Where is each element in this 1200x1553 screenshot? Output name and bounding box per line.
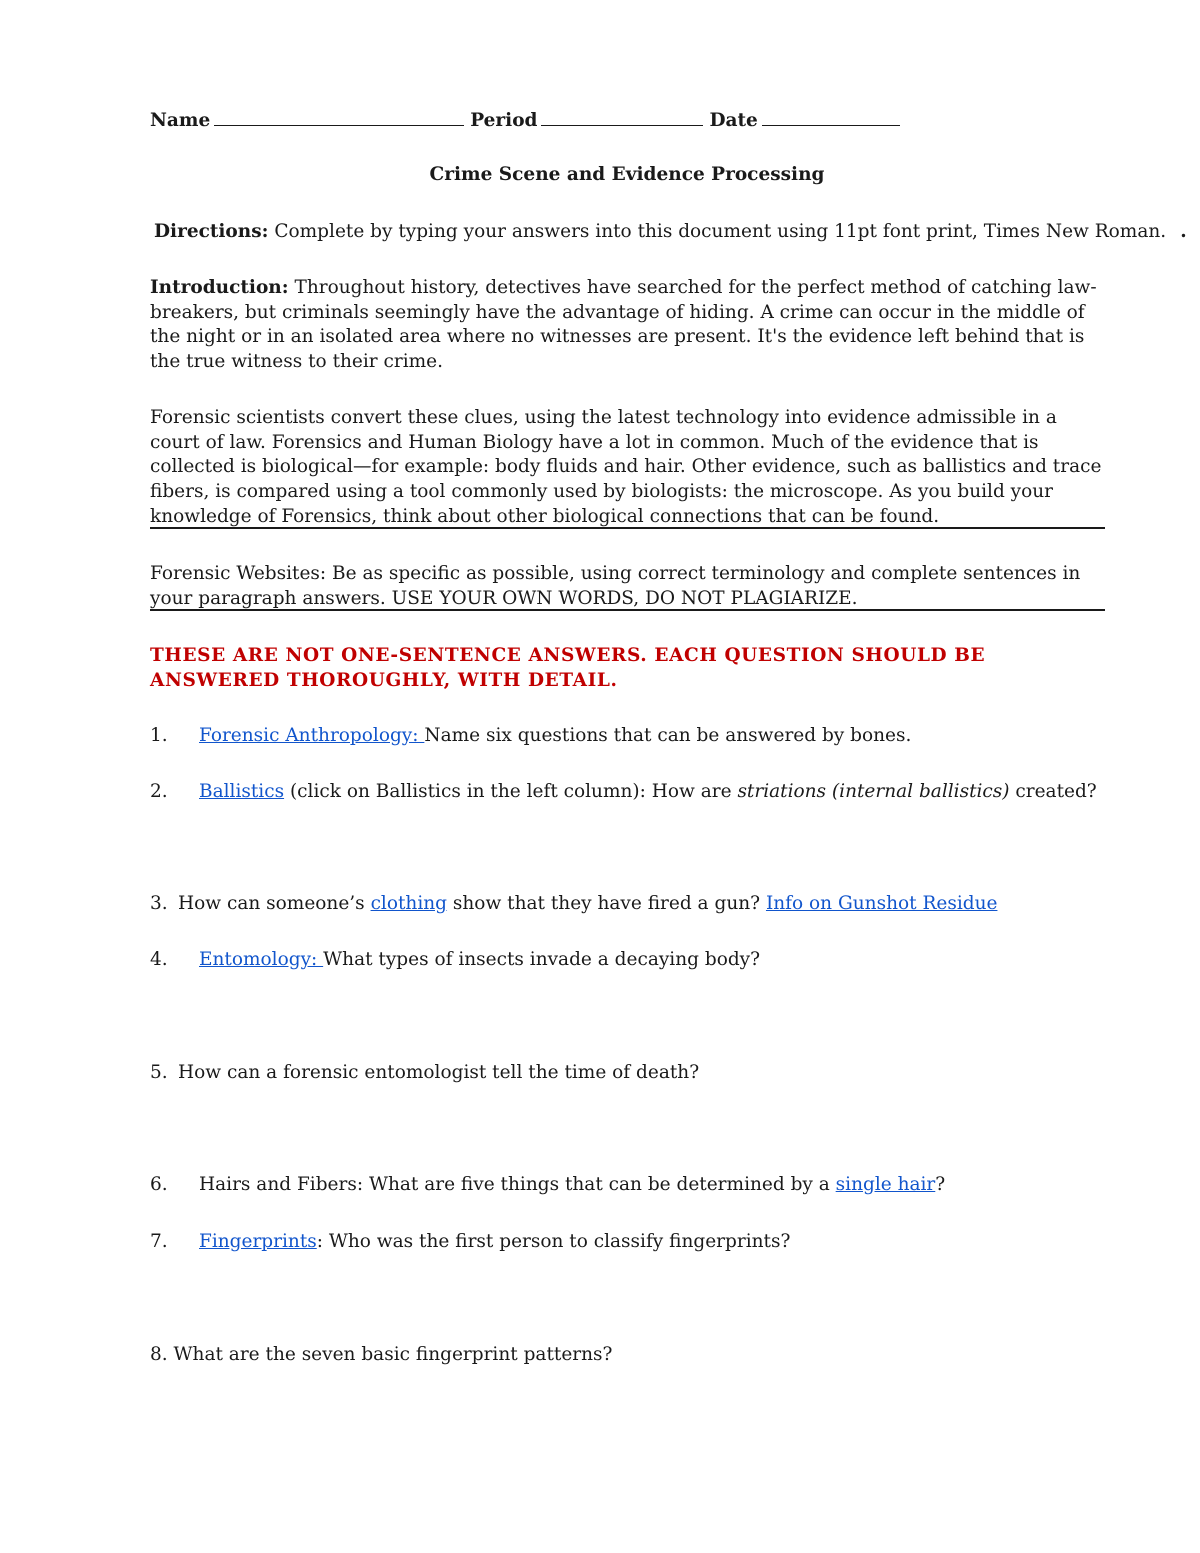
question-6-text-b: ? — [935, 1174, 946, 1195]
question-3-text-a: How can someone’s — [178, 893, 371, 914]
divider-line-2 — [150, 609, 1105, 611]
date-label: Date — [709, 110, 758, 131]
entomology-link[interactable]: Entomology: — [199, 949, 324, 970]
question-7-text: : Who was the first person to classify fingerprints? — [316, 1231, 791, 1252]
question-4-number: 4. — [150, 949, 168, 970]
question-3-number: 3. — [150, 893, 168, 914]
question-2-number: 2. — [150, 781, 168, 802]
date-blank[interactable] — [762, 107, 900, 126]
page-title: Crime Scene and Evidence Processing — [429, 164, 825, 185]
question-1 — [199, 725, 911, 746]
directions-text: Complete by typing your answers into this document using 11pt font print, Times New Roman. — [268, 221, 1167, 242]
period-label: Period — [470, 110, 538, 131]
body-paragraph: Forensic scientists convert these clues, using the latest technology into evidence admissible in a court of law. Forensics and Human Biology have a lot in common. Much of the evidence that is collected is biological—for example: body fluids and hair. Other evidence, such as ballistics and trace fibers, is compared using a tool commonly used by biologists: the microscope. As you build your knowledge of Forensics, think about other biological connections that can be found. — [150, 407, 1102, 527]
question-3 — [178, 893, 997, 914]
introduction-label: Introduction: — [150, 277, 289, 298]
directions — [154, 221, 1187, 242]
fingerprints-link[interactable]: Fingerprints — [199, 1231, 317, 1252]
question-2-text-a: (click on Ballistics in the left column): How are — [284, 781, 738, 802]
question-5-number: 5. — [150, 1062, 168, 1083]
forensic-anthropology-link[interactable]: Forensic Anthropology: — [199, 725, 425, 746]
question-6-text-a: Hairs and Fibers: What are five things that can be determined by a — [199, 1174, 836, 1195]
clothing-link[interactable]: clothing — [370, 893, 448, 914]
introduction-text: Throughout history, detectives have searched for the perfect method of catching law-breakers, but criminals seemingly have the advantage of hiding. A crime can occur in the middle of the night or in an isolated area where no witnesses are present. It's the evidence left behind that is the true witness to their crime. — [150, 277, 1097, 373]
header-row — [150, 107, 906, 131]
warning-text: THESE ARE NOT ONE-SENTENCE ANSWERS. EACH QUESTION SHOULD BE ANSWERED THOROUGHLY, WITH DETAIL. — [150, 645, 986, 691]
name-label: Name — [150, 110, 211, 131]
introduction-paragraph — [150, 276, 1105, 375]
question-7-number: 7. — [150, 1231, 168, 1252]
question-4-text: What types of insects invade a decaying body? — [323, 949, 761, 970]
directions-trailing: . — [1180, 221, 1187, 242]
question-1-text: Name six questions that can be answered by bones. — [424, 725, 912, 746]
gunshot-residue-link[interactable]: Info on Gunshot Residue — [765, 893, 998, 914]
websites-paragraph: Forensic Websites: Be as specific as possible, using correct terminology and complete sentences in your paragraph answers. USE YOUR OWN WORDS, DO NOT PLAGIARIZE. — [150, 563, 1081, 609]
question-1-number: 1. — [150, 725, 168, 746]
question-6 — [199, 1174, 945, 1195]
name-blank[interactable] — [214, 107, 464, 126]
question-5: How can a forensic entomologist tell the time of death? — [178, 1062, 700, 1083]
question-2 — [199, 781, 1097, 802]
single-hair-link[interactable]: single hair — [835, 1174, 936, 1195]
question-2-text-b: created? — [1009, 781, 1097, 802]
directions-label: Directions: — [154, 221, 269, 242]
question-4 — [199, 949, 760, 970]
question-3-text-b: show that they have fired a gun? — [447, 893, 766, 914]
question-8-text: What are the seven basic fingerprint patterns? — [167, 1344, 613, 1365]
question-6-number: 6. — [150, 1174, 168, 1195]
question-2-italic: striations (internal ballistics) — [737, 781, 1010, 802]
question-8 — [150, 1344, 612, 1365]
period-blank[interactable] — [541, 107, 703, 126]
question-8-number: 8. — [150, 1344, 168, 1365]
ballistics-link[interactable]: Ballistics — [199, 781, 285, 802]
divider-line — [150, 527, 1105, 529]
question-7 — [199, 1231, 790, 1252]
